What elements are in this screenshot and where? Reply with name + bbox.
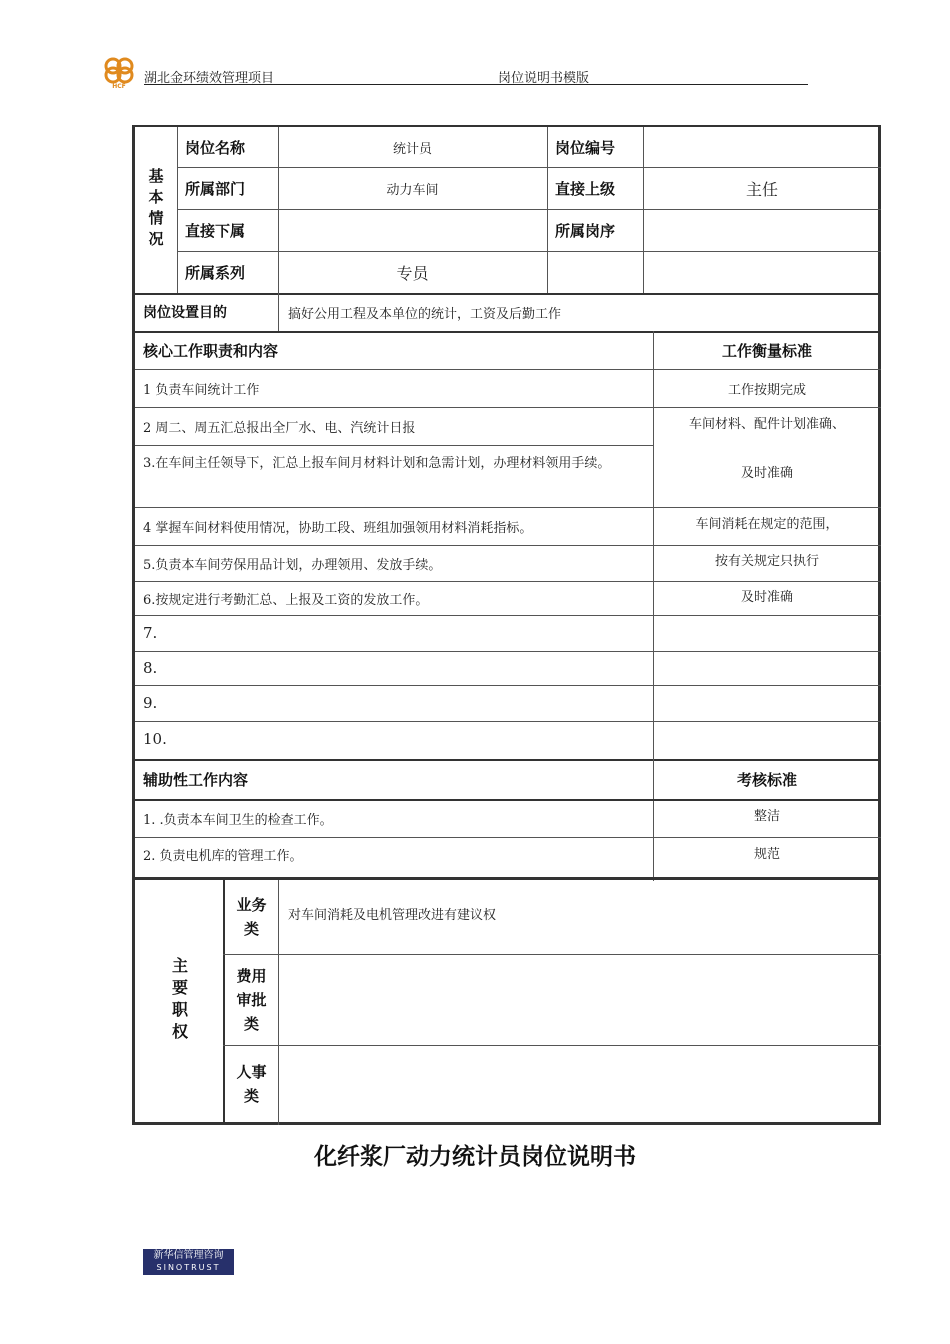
core-standard-4: 车间消耗在规定的范围， <box>695 516 839 532</box>
aux-standard-1: 整洁 <box>753 808 780 824</box>
job-description-table <box>132 125 881 1125</box>
core-item-1: 1 负责车间统计工作 <box>143 382 260 398</box>
label-purpose: 岗位设置目的 <box>143 305 227 321</box>
authority-business-text: 对车间消耗及电机管理改进有建议权 <box>288 908 497 923</box>
label-department: 所属部门 <box>185 179 246 198</box>
template-name: 岗位说明书模版 <box>498 71 590 86</box>
authority-label-personnel: 人事类 <box>236 1063 267 1105</box>
aux-duties-header: 辅助性工作内容 <box>143 770 249 789</box>
value-direct-superior: 主任 <box>745 179 778 199</box>
label-position-code: 岗位编号 <box>555 138 616 157</box>
core-item-3: 3.在车间主任领导下，汇总上报车间月材料计划和急需计划，办理材料领用手续。 <box>143 456 611 471</box>
core-standard-3: 及时准确 <box>740 465 793 481</box>
sinotrust-logo <box>143 1249 234 1275</box>
authority-expense-text <box>278 954 881 1045</box>
core-standard-6: 及时准确 <box>740 589 793 605</box>
label-empty <box>547 251 643 293</box>
authority-section-label: 主要职权 <box>169 957 189 1045</box>
label-position-sequence: 所属岗序 <box>555 221 616 240</box>
core-standard-2: 车间材料、配件计划准确、 <box>688 416 845 432</box>
core-standard-8 <box>653 651 881 685</box>
page-header <box>100 55 808 87</box>
value-position-name: 统计员 <box>392 141 432 157</box>
company-logo-icon <box>100 55 140 89</box>
authority-label-expense: 费用审批类 <box>236 966 267 1033</box>
core-duties-header: 核心工作职责和内容 <box>143 341 279 360</box>
core-standard-header: 工作衡量标准 <box>721 341 812 360</box>
authority-personnel-text <box>278 1045 881 1123</box>
value-department: 动力车间 <box>386 182 439 198</box>
core-item-5: 5.负责本车间劳保用品计划，办理领用、发放手续。 <box>143 557 442 573</box>
core-item-9: 9. <box>143 694 158 712</box>
aux-item-2: 2. 负责电机库的管理工作。 <box>143 848 303 864</box>
core-item-4: 4 掌握车间材料使用情况，协助工段、班组加强领用材料消耗指标。 <box>143 520 533 536</box>
core-item-2: 2 周二、周五汇总报出全厂水、电、汽统计日报 <box>143 420 416 436</box>
value-direct-subordinate <box>278 209 547 251</box>
aux-standard-2: 规范 <box>753 846 780 862</box>
authority-label-business: 业务类 <box>236 896 267 938</box>
core-standard-1: 工作按期完成 <box>727 382 806 398</box>
label-direct-subordinate: 直接下属 <box>185 221 246 240</box>
project-name: 湖北金环绩效管理项目 <box>144 71 275 86</box>
label-direct-superior: 直接上级 <box>555 179 616 198</box>
basic-section-label: 基本情况 <box>146 168 165 252</box>
core-standard-5: 按有关规定只执行 <box>714 553 819 569</box>
value-position-code <box>643 127 881 167</box>
logo-en-text: SINOTRUST <box>156 1263 221 1272</box>
logo-text: HCF <box>112 83 126 89</box>
core-item-6: 6.按规定进行考勤汇总、上报及工资的发放工作。 <box>143 592 429 608</box>
aux-standard-header: 考核标准 <box>736 770 797 789</box>
value-empty <box>643 251 881 293</box>
core-item-8: 8. <box>143 659 158 677</box>
document-title: 化纤浆厂动力统计员岗位说明书 <box>314 1144 636 1170</box>
core-item-10: 10. <box>143 730 167 748</box>
value-purpose: 搞好公用工程及本单位的统计，工资及后勤工作 <box>288 306 562 322</box>
logo-cn-text: 新华信管理咨询 <box>153 1250 224 1261</box>
core-item-7: 7. <box>143 624 158 642</box>
aux-item-1: 1. .负责本车间卫生的检查工作。 <box>143 812 333 828</box>
core-standard-7 <box>653 615 881 651</box>
value-series: 专员 <box>396 263 429 283</box>
core-standard-9 <box>653 685 881 721</box>
header-rule <box>144 84 808 85</box>
label-series: 所属系列 <box>185 263 246 282</box>
core-standard-10 <box>653 721 881 757</box>
value-position-sequence <box>643 209 881 251</box>
label-position-name: 岗位名称 <box>185 138 246 157</box>
